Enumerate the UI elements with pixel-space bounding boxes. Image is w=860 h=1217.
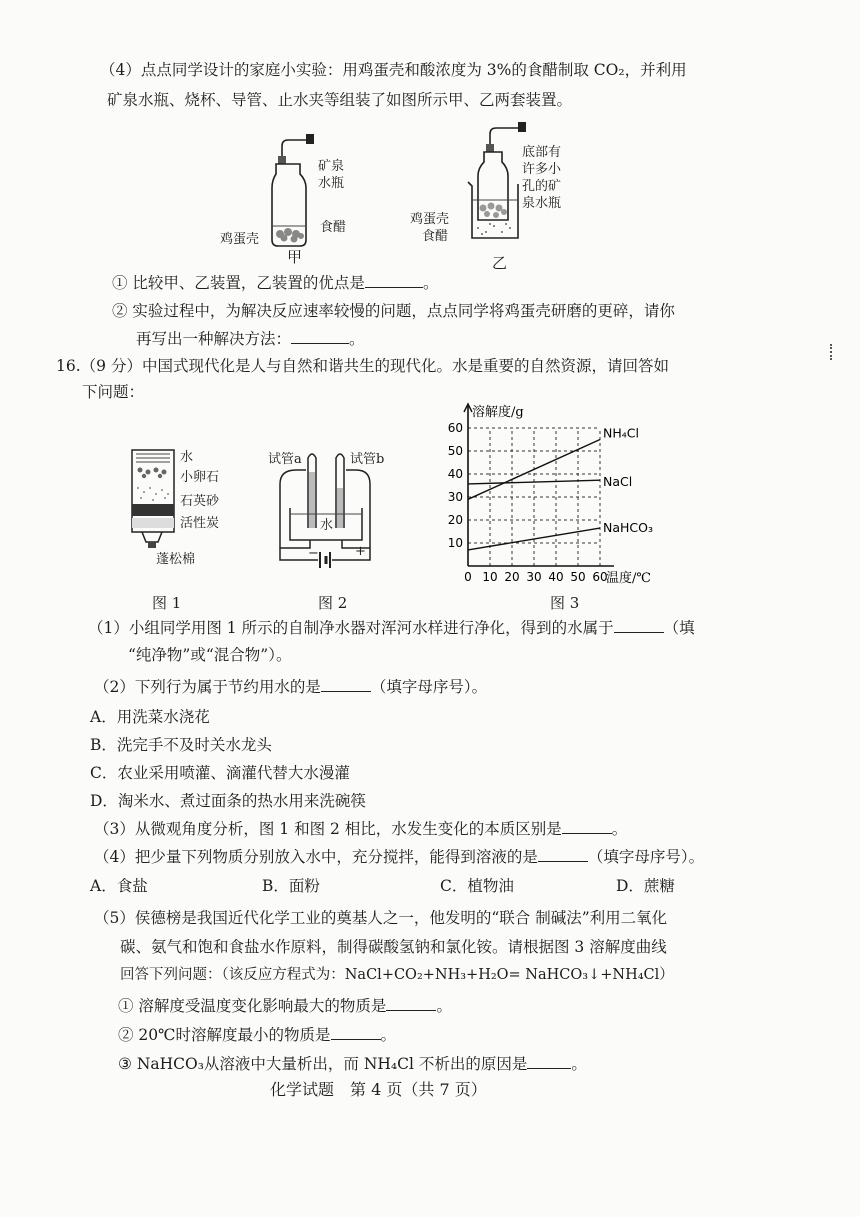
answer-blank[interactable] bbox=[331, 1025, 381, 1040]
q16-p2-end: （填字母序号）。 bbox=[370, 678, 488, 696]
x-tick-label: 30 bbox=[526, 570, 542, 584]
yi-label-2: 许多小 bbox=[522, 162, 562, 177]
yi-caption: 乙 bbox=[492, 254, 508, 272]
fig2-minus: − bbox=[308, 546, 319, 561]
q16-p2-option-c: C．农业采用喷灌、滴灌代替大水漫灌 bbox=[90, 764, 350, 782]
jia-label-bottle-1: 矿泉 bbox=[318, 159, 345, 174]
fig1-label-carbon: 活性炭 bbox=[180, 516, 220, 531]
q16-p4-option-d: D．蔗糖 bbox=[616, 877, 675, 895]
q16-p3-text: （3）从微观角度分析，图 1 和图 2 相比，水发生变化的本质区别是 bbox=[94, 820, 562, 838]
q15-4-sub1 bbox=[112, 273, 438, 293]
q15-4-sub1-text: ① 比较甲、乙装置，乙装置的优点是 bbox=[112, 274, 365, 292]
q15-4-sub2-line2 bbox=[136, 329, 365, 349]
answer-blank[interactable] bbox=[527, 1054, 571, 1069]
series-label-1: NaCl bbox=[603, 474, 633, 490]
yi-label-3: 孔的矿 bbox=[522, 179, 562, 194]
q16-p5-s2-end: 。 bbox=[380, 1026, 397, 1044]
q16-head-line1: 16.（9 分）中国式现代化是人与自然和谐共生的现代化。水是重要的自然资源，请回答如 bbox=[56, 357, 669, 375]
fig1-label-cotton: 蓬松棉 bbox=[156, 552, 196, 567]
yi-label-4: 泉水瓶 bbox=[522, 196, 562, 211]
fig1-label-water: 水 bbox=[180, 450, 194, 465]
x-tick-label: 10 bbox=[482, 570, 498, 584]
figure-yi bbox=[466, 120, 526, 250]
fig1-label-sand: 石英砂 bbox=[180, 494, 220, 509]
x-tick-label: 50 bbox=[570, 570, 586, 584]
jia-caption: 甲 bbox=[287, 248, 303, 266]
q16-p5-s1-end: 。 bbox=[436, 997, 452, 1015]
q15-4-sub2-text: 再写出一种解决方法： bbox=[136, 330, 292, 348]
series-line-0 bbox=[468, 440, 600, 500]
fig3-caption: 图 3 bbox=[550, 594, 580, 612]
y-axis-title: 溶解度/g bbox=[472, 405, 524, 420]
q16-p2-option-d: D．淘米水、煮过面条的热水用来洗碗筷 bbox=[90, 792, 366, 810]
q15-4-line2: 矿泉水瓶、烧杯、导管、止水夹等组装了如图所示甲、乙两套装置。 bbox=[107, 91, 573, 109]
y-tick-label: 40 bbox=[447, 467, 463, 481]
q16-p4-end: （填字母序号）。 bbox=[587, 848, 705, 866]
x-tick-label: 60 bbox=[592, 570, 608, 584]
fig2-tube-b: 试管b bbox=[350, 452, 385, 467]
q16-p2-text: （2）下列行为属于节约用水的是 bbox=[94, 678, 321, 696]
q16-p5-line1: （5）侯德榜是我国近代化学工业的奠基人之一，他发明的“联合 制碱法”利用二氧化 bbox=[94, 909, 668, 927]
x-tick-label: 40 bbox=[548, 570, 564, 584]
q15-4-sub2-end: 。 bbox=[349, 330, 365, 348]
q16-p1-text: （1）小组同学用图 1 所示的自制净水器对浑河水样进行净化，得到的水属于 bbox=[88, 619, 614, 637]
fig1-label-pebbles: 小卵石 bbox=[180, 470, 220, 485]
fig2-caption: 图 2 bbox=[318, 594, 348, 612]
q16-p5-s3-end: 。 bbox=[571, 1055, 587, 1073]
q16-p5-line2: 碳、氨气和饱和食盐水作原料，制得碳酸氢钠和氯化铵。请根据图 3 溶解度曲线 bbox=[120, 938, 667, 956]
answer-blank[interactable] bbox=[614, 618, 664, 633]
q15-4-sub1-end: 。 bbox=[422, 274, 439, 292]
q16-p5-s3 bbox=[118, 1054, 587, 1074]
y-tick-label: 60 bbox=[447, 421, 463, 435]
q16-p1-end: （填 bbox=[663, 619, 695, 637]
answer-blank[interactable] bbox=[321, 677, 371, 692]
y-tick-label: 10 bbox=[447, 536, 463, 550]
q16-p5-s3-text: ③ NaHCO₃从溶液中大量析出，而 NH₄Cl 不析出的原因是 bbox=[118, 1055, 528, 1073]
jia-label-vinegar: 食醋 bbox=[320, 220, 347, 235]
y-tick-label: 50 bbox=[447, 444, 463, 458]
q16-p1-line1 bbox=[88, 618, 695, 638]
fig2-water: 水 bbox=[320, 518, 334, 533]
q16-p3-end: 。 bbox=[611, 820, 628, 838]
figure-jia bbox=[270, 130, 320, 250]
margin-mark bbox=[830, 344, 834, 360]
series-label-2: NaHCO₃ bbox=[603, 520, 653, 536]
yi-label-1: 底部有 bbox=[522, 145, 562, 160]
q16-p5-s2-text: ② 20℃时溶解度最小的物质是 bbox=[118, 1026, 331, 1044]
q16-p4-text: （4）把少量下列物质分别放入水中，充分搅拌，能得到溶液的是 bbox=[94, 848, 538, 866]
q16-p4 bbox=[94, 847, 704, 867]
q16-p3 bbox=[94, 819, 627, 839]
q15-4-line1: （4）点点同学设计的家庭小实验：用鸡蛋壳和酸浓度为 3%的食醋制取 CO₂，并利用 bbox=[100, 61, 687, 79]
x-tick-label: 20 bbox=[504, 570, 520, 584]
x-axis-title: 温度/℃ bbox=[606, 571, 651, 586]
q16-p5-s1-text: ① 溶解度受温度变化影响最大的物质是 bbox=[118, 997, 387, 1015]
fig2-tube-a: 试管a bbox=[268, 452, 302, 467]
figure-1-purifier bbox=[130, 448, 180, 568]
q16-p4-option-c: C．植物油 bbox=[440, 877, 514, 895]
yi-label-shell: 鸡蛋壳 bbox=[410, 212, 450, 227]
q16-p5-line3: 回答下列问题：（该反应方程式为：NaCl+CO₂+NH₃+H₂O= NaHCO₃↓+NH₄Cl） bbox=[120, 967, 674, 983]
y-tick-label: 20 bbox=[447, 513, 463, 527]
answer-blank[interactable] bbox=[386, 996, 436, 1011]
q16-p5-s1 bbox=[118, 996, 452, 1016]
q16-p1-line2: “纯净物”或“混合物”）。 bbox=[128, 646, 292, 664]
jia-label-shell: 鸡蛋壳 bbox=[220, 232, 260, 247]
jia-label-bottle-2: 水瓶 bbox=[318, 176, 345, 191]
q16-p2-option-a: A．用洗菜水浇花 bbox=[90, 708, 210, 726]
q15-4-sub2-line1: ② 实验过程中，为解决反应速率较慢的问题，点点同学将鸡蛋壳研磨的更碎，请你 bbox=[112, 302, 675, 320]
q16-p2 bbox=[94, 677, 487, 697]
y-tick-label: 30 bbox=[447, 490, 463, 504]
yi-label-vinegar: 食醋 bbox=[422, 229, 449, 244]
fig2-plus: + bbox=[355, 544, 366, 559]
q16-head-line2: 下问题： bbox=[82, 383, 145, 401]
series-label-0: NH₄Cl bbox=[603, 425, 639, 441]
answer-blank[interactable] bbox=[291, 329, 349, 344]
x-tick-label: 0 bbox=[464, 570, 472, 584]
q16-p4-option-b: B．面粉 bbox=[262, 877, 320, 895]
solubility-chart bbox=[440, 396, 690, 596]
page-footer: 化学试题 第 4 页（共 7 页） bbox=[270, 1080, 487, 1099]
answer-blank[interactable] bbox=[538, 847, 588, 862]
q16-p5-s2 bbox=[118, 1025, 396, 1045]
answer-blank[interactable] bbox=[562, 819, 612, 834]
fig1-caption: 图 1 bbox=[152, 594, 182, 612]
q16-p2-option-b: B．洗完手不及时关水龙头 bbox=[90, 736, 272, 754]
q16-p4-option-a: A．食盐 bbox=[90, 877, 148, 895]
answer-blank[interactable] bbox=[365, 273, 423, 288]
